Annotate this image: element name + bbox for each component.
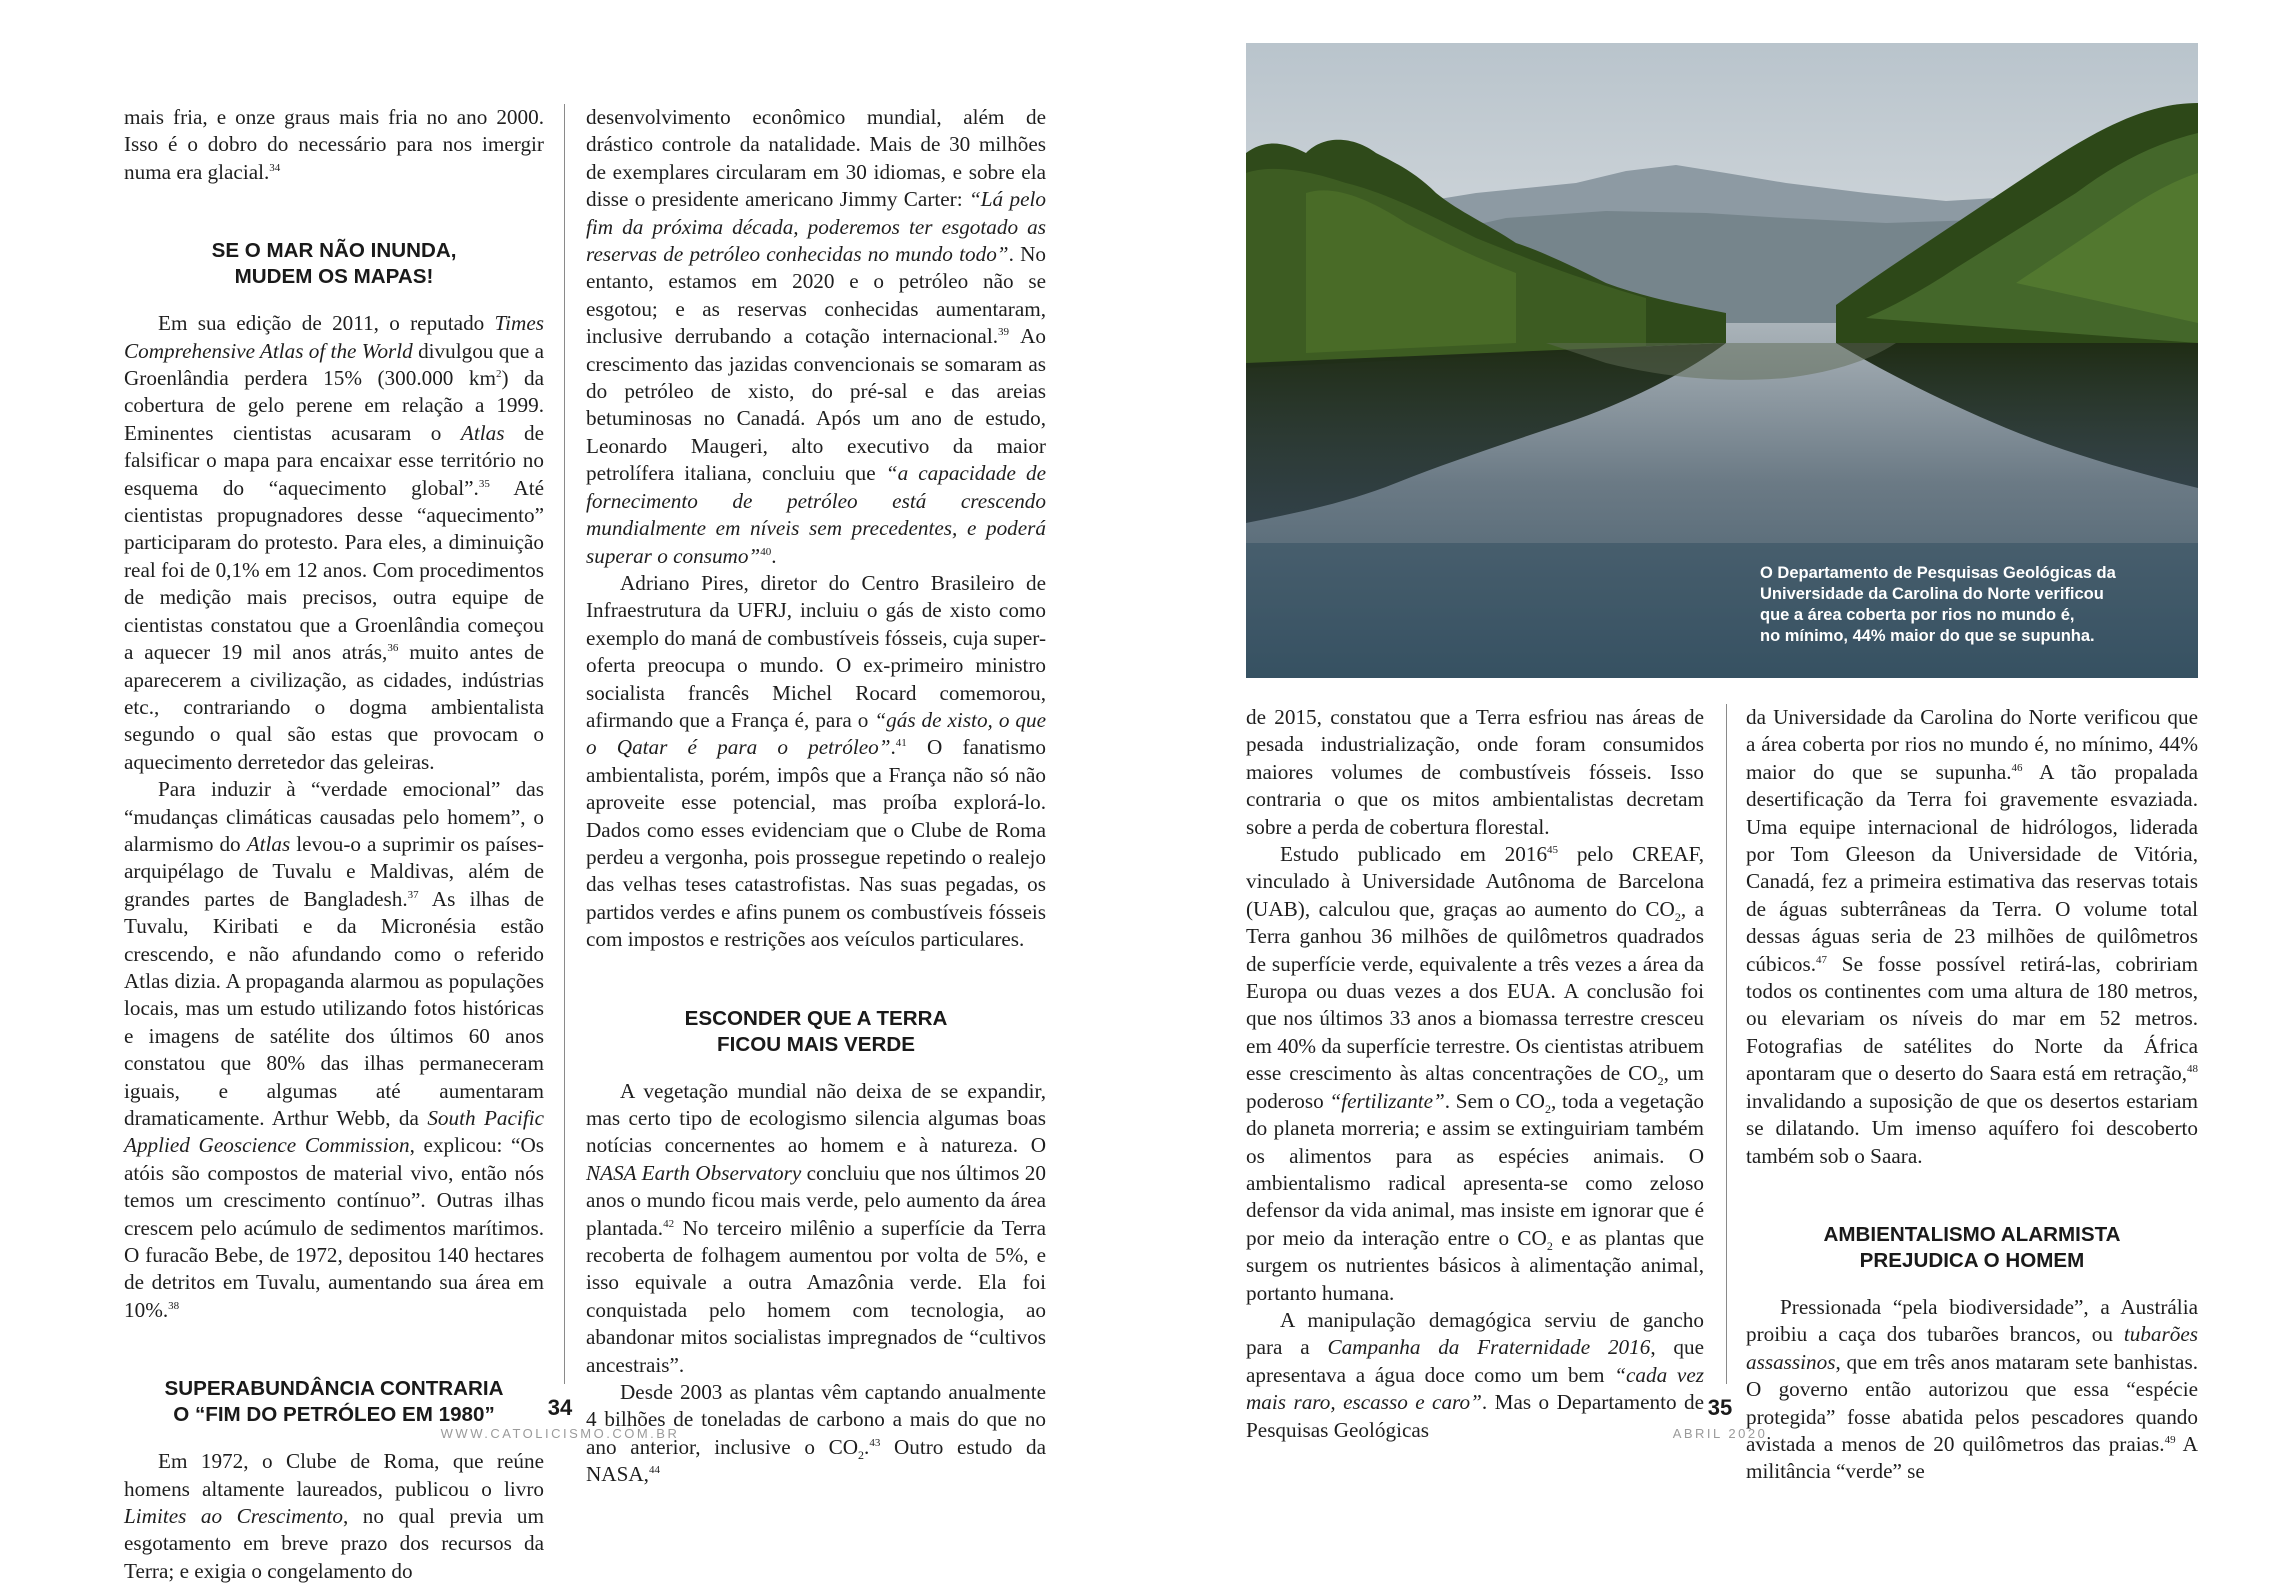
section-heading: ESCONDER QUE A TERRA FICOU MAIS VERDE — [684, 1006, 948, 1056]
body-paragraph: de 2015, constatou que a Terra esfriou nas áreas de pesada industrialização, onde foram consumidos maiores volumes de combustíveis fósseis. Isso contraria o que os mitos ambientalistas decretam sobre a perda de cobertura florestal. — [1246, 705, 1704, 839]
body-paragraph: da Universidade da Carolina do Norte verificou que a área coberta por rios no mundo é, no mínimo, 44% maior do que se supunha.$^{46}$ A tão propalada desertificação da Terra foi gravemente esvaziada. Uma equipe internacional de hidrólogos, liderada por Tom Gleeson da Universidade de Vitória, Canadá, fez a primeira estimativa das reservas totais de águas subterrâneas da Terra. O volume total dessas águas seria de 23 milhões de quilômetros cúbicos.$^{47}$ Se fosse possível retirá-las, cobririam todos os continentes com uma altura de 180 metros, ou elevariam os níveis do mar em 52 metros. Fotografias de satélites do Norte da África apontaram que o deserto do Saara está em retração,$^{48}$ invalidando a suposição de que os desertos estariam se dilatando. Um imenso aquífero foi descoberto também sob o Saara. — [1746, 705, 2198, 1168]
body-paragraph: A manipulação demagógica serviu de gancho para a Campanha da Fraternidade 2016, que apresentava a água doce como um bem “cada vez mais raro, escasso e caro”. Mas o Departamento de Pesquisas Geológicas — [1246, 1307, 1705, 1442]
page-number-right: 35 — [1707, 1395, 1733, 1420]
section-heading: SUPERABUNDÂNCIA CONTRARIA O “FIM DO PETRÓLEO EM 1980” — [164, 1377, 504, 1427]
footer-date: ABRIL 2020 — [1672, 1426, 1768, 1441]
right-column-1 — [1246, 704, 1704, 1444]
section-heading: AMBIENTALISMO ALARMISTA PREJUDICA O HOMEM — [1823, 1222, 2121, 1272]
body-paragraph: Adriano Pires, diretor do Centro Brasileiro de Infraestrutura da UFRJ, incluiu o gás de xisto como exemplo do maná de combustíveis fósseis, cuja super-oferta preocupa o mundo. O ex-primeiro ministro socialista francês Michel Rocard comemorou, afirmando que a França é, para o “gás de xisto, o que o Qatar é para o petróleo”.$^{41}$ O fanatismo ambientalista, porém, impôs que a França não só não aproveite esse potencial, mas proíba explorá-lo. Dados como esses evidenciam que o Clube de Roma perdeu a vergonha, pois prossegue repetindo o realejo das velhas teses catastrofistas. Nas suas pegadas, os partidos verdes e afins punem os combustíveis fósseis com impostos e restrições aos veículos particulares. — [586, 570, 1046, 952]
body-paragraph: Para induzir à “verdade emocional” das “mudanças climáticas causadas pelo homem”, o alarmismo do Atlas levou-o a suprimir os países-arquipélago de Tuvalu e Maldivas, além de grandes partes de Bangladesh.$^{37}$ As ilhas de Tuvalu, Kiribati e da Micronésia estão crescendo, e não afundando como o referido Atlas dizia. A propaganda alarmou as populações locais, mas um estudo utilizando fotos históricas e imagens de satélite dos últimos 60 anos constatou que 80% das ilhas permaneceram iguais, e algumas até aumentaram dramaticamente. Arthur Webb, da South Pacific Applied Geoscience Commission, explicou: “Os atóis são compostos de material vivo, então nós temos um crescimento contínuo”. Outras ilhas crescem pelo acúmulo de sedimentos marítimos. O furacão Bebe, de 1972, depositou 140 hectares de detritos em Tuvalu, aumentando sua área em 10%.$^{38}$ — [124, 777, 544, 1322]
footer-website: WWW.CATOLICISMO.COM.BR — [440, 1426, 680, 1441]
body-paragraph: desenvolvimento econômico mundial, além de drástico controle da natalidade. Mais de 30 milhões de exemplares circularam em 30 idiomas, e sobre ela disse o presidente americano Jimmy Carter: “Lá pelo fim da próxima década, poderemos ter esgotado as reservas de petróleo conhecidas no mundo todo”. No entanto, estamos em 2020 e o petróleo não se esgotou; e as reservas conhecidas aumentaram, inclusive derrubando a cotação internacional.$^{39}$ Ao crescimento das jazidas convencionais se somaram as do petróleo de xisto, do pré-sal e das areias betuminosas no Canadá. Após um ano de estudo, Leonardo Maugeri, alto executivo da maior petrolífera italiana, concluiu que “a capacidade de fornecimento de petróleo está crescendo mundialmente em níveis sem precedentes, e poderá superar o consumo”$^{40}$. — [586, 105, 1046, 568]
page-number-left: 34 — [547, 1395, 573, 1420]
body-paragraph: Em sua edição de 2011, o reputado Times Comprehensive Atlas of the World divulgou que a Groenlândia perdera 15% (300.000 $km^2$) da cobertura de gelo perene em relação a 1999. Eminentes cientistas acusaram o Atlas de falsificar o mapa para encaixar esse território no esquema do “aquecimento global”.$^{35}$ Até cientistas propugnadores desse “aquecimento” participaram do protesto. Para eles, a diminuição real foi de 0,1% em 12 anos. Com procedimentos de medição mais precisos, outra equipe de cientistas constatou que a Groenlândia começou a aquecer 19 mil anos atrás,$^{36}$ muito antes de aparecerem a civilização, as cidades, indústrias etc., contrariando o dogma ambientalista segundo o qual são estas que provocam o aquecimento derretedor das geleiras. — [124, 311, 545, 774]
left-column-2 — [586, 104, 1046, 1489]
photo-caption: O Departamento de Pesquisas Geológicas da Universidade da Carolina do Norte verificou que a área coberta por rios no mundo é, no mínimo, 44% maior do que se supunha. — [1760, 564, 2116, 645]
right-column-2 — [1746, 704, 2198, 1486]
body-paragraph: Em 1972, o Clube de Roma, que reúne homens altamente laureados, publicou o livro Limites ao Crescimento, no qual previa um esgotamento em breve prazo dos recursos da Terra; e exigia o congelamento do — [124, 1449, 544, 1583]
column-divider-right — [1726, 704, 1727, 1384]
left-column-1 — [124, 104, 544, 1585]
section-heading: SE O MAR NÃO INUNDA, MUDEM OS MAPAS! — [211, 239, 457, 289]
body-paragraph: Pressionada “pela biodiversidade”, a Austrália proibiu a caça dos tubarões brancos, ou tubarões assassinos, que em três anos mataram sete banhistas. O governo então autorizou que essa “espécie protegida” fosse abatida pelos pescadores quando avistada a menos de 20 quilômetros das praias.$^{49}$ A militância “verde” se — [1746, 1294, 2198, 1484]
column-divider-left — [564, 104, 565, 1384]
body-paragraph: Desde 2003 as plantas vêm captando anualmente 4 bilhões de toneladas de carbono a mais do que no ano anterior, inclusive o $CO_2.^{43}$ Outro estudo da NASA,$^{44}$ — [586, 1380, 1046, 1487]
body-paragraph: mais fria, e onze graus mais fria no ano 2000. Isso é o dobro do necessário para nos imergir numa era glacial.$^{34}$ — [124, 105, 544, 184]
body-paragraph: Estudo publicado em 2016$^{45}$ pelo CREAF, vinculado à Universidade Autônoma de Barcelona (UAB), calculou que, graças ao aumento do $CO_2$, a Terra ganhou 36 milhões de quilômetros quadrados de superfície verde, equivalente a três vezes a área da Europa ou duas vezes a dos EUA. A conclusão foi que nos últimos 33 anos a biomassa terrestre cresceu em 40% da superfície terrestre. Os cientistas atribuem esse crescimento às altas concentrações de $CO_2$, um poderoso “fertilizante”. Sem o $CO_2$, toda a vegetação do planeta morreria; e assim se extinguiriam também os alimentos para as espécies animais. O ambientalismo radical apresenta-se como zeloso defensor da vida animal, mas insiste em ignorar que é por meio da interação entre o $CO_2$ e as plantas que surgem os nutrientes básicos à alimentação animal, portanto humana. — [1246, 842, 1705, 1305]
body-paragraph: A vegetação mundial não deixa de se expandir, mas certo tipo de ecologismo silencia algumas boas notícias concernentes ao homem e à natureza. O NASA Earth Observatory concluiu que nos últimos 20 anos o mundo ficou mais verde, pelo aumento da área plantada.$^{42}$ No terceiro milênio a superfície da Terra recoberta de folhagem aumentou por volta de 5%, e isso equivale a outra Amazônia verde. Ela foi conquistada pelo homem com tecnologia, ao abandonar mitos socialistas impregnados de “cultivos ancestrais”. — [586, 1078, 1046, 1377]
